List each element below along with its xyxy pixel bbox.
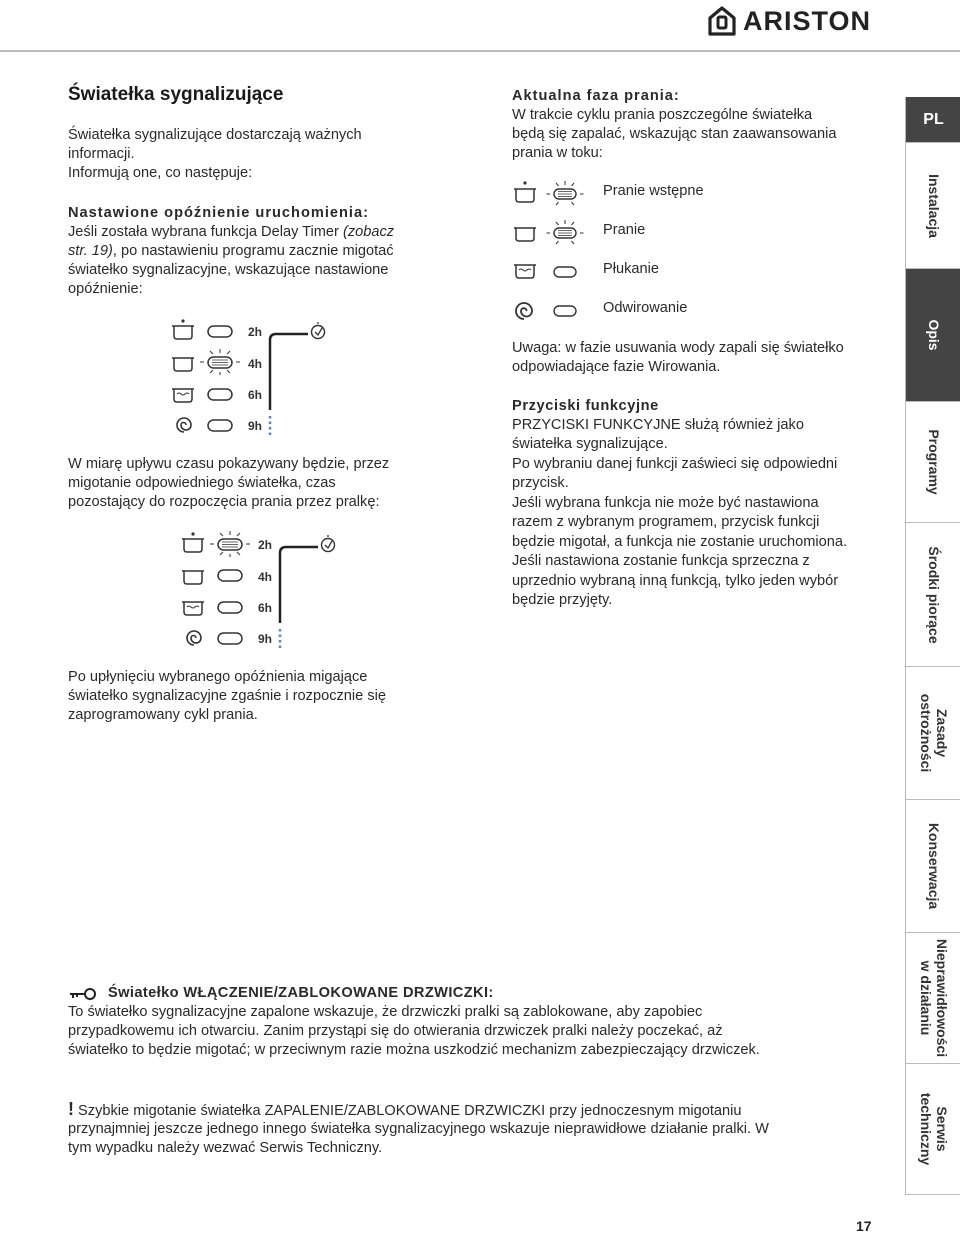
lit-indicator-light	[547, 181, 584, 205]
rinse-tub-icon	[172, 389, 194, 402]
time-label: 2h	[248, 325, 263, 339]
phase-line: W trakcie cyklu prania poszczególne światełka	[512, 107, 813, 123]
delay-diagram-initial	[170, 318, 340, 443]
delay-ref: (zobacz	[342, 224, 395, 240]
note-line: Uwaga: w fazie usuwania wody zapali się światełko	[512, 340, 844, 356]
tab-zasady-ostroznosci[interactable]	[906, 667, 960, 800]
time-line: W miarę upływu czasu pokazywany będzie, przez	[68, 456, 390, 472]
intro-line: Informują one, co następuje:	[68, 165, 253, 181]
end-line: zaprogramowany cykl prania.	[68, 707, 258, 723]
delay-timer-icon	[312, 323, 325, 339]
tab-nieprawidlowosci[interactable]	[906, 933, 960, 1064]
phase-label: Płukanie	[603, 261, 659, 277]
indicator-light	[208, 326, 232, 337]
time-line: migotanie odpowiedniego światełka, czas	[68, 475, 336, 491]
delay-text: , po nastawieniu programu zacznie migotać	[112, 243, 394, 259]
time-label: 4h	[248, 357, 263, 371]
door-line: światełko to będzie migotać; w przeciwnym razie można uszkodzić mechanizm zabezpieczający drzwiczek.	[68, 1042, 760, 1058]
warning-text: Szybkie migotanie światełka ZAPALENIE/ZABLOKOWANE DRZWICZKI przy jednoczesnym migotaniu	[74, 1103, 742, 1119]
function-line: uprzednio wybraną inną funkcją, tylko jeden wybór	[512, 573, 839, 589]
indicator-light	[208, 389, 232, 400]
wash-tub-icon	[172, 358, 194, 371]
phase-row-rinse	[512, 259, 892, 283]
indicator-light	[218, 633, 242, 644]
prewash-tub-icon	[172, 319, 194, 339]
function-heading: Przyciski funkcyjne	[512, 398, 659, 414]
delay-line: opóźnienie:	[68, 281, 143, 297]
warning-line: tym wypadku należy wezwać Serwis Techniczny.	[68, 1140, 383, 1156]
end-line: światełko sygnalizacyjne zgaśnie i rozpocznie się	[68, 688, 386, 704]
time-label: 2h	[258, 538, 273, 552]
tab-language[interactable]	[906, 97, 960, 143]
indicator-light	[218, 602, 242, 613]
tab-label: Zasady ostrożności	[917, 693, 950, 773]
time-line: pozostający do rozpoczęcia prania przez pralkę:	[68, 494, 380, 510]
phase-row-prewash	[512, 181, 892, 205]
phase-line: prania w toku:	[512, 145, 603, 161]
note-line: odpowiadające fazie Wirowania.	[512, 359, 721, 375]
phase-label: Odwirowanie	[603, 300, 688, 316]
time-label: 6h	[258, 601, 273, 615]
timer-bracket	[280, 547, 318, 623]
tab-label: Konserwacja	[925, 822, 942, 910]
time-label: 4h	[258, 570, 273, 584]
tab-instalacja[interactable]	[906, 143, 960, 269]
function-line: Po wybraniu danej funkcji zaświeci się odpowiedni	[512, 456, 838, 472]
delay-text: Jeśli została wybrana funkcja Delay Timer	[68, 224, 343, 240]
rinse-tub-icon	[182, 602, 204, 615]
function-line: światełka sygnalizujące.	[512, 436, 668, 452]
end-line: Po upłynięciu wybranego opóźnienia migające	[68, 669, 368, 685]
prewash-tub-icon	[182, 532, 204, 552]
phase-label: Pranie wstępne	[603, 183, 704, 199]
warning-mark: !	[68, 1099, 74, 1119]
tab-serwis-techniczny[interactable]	[906, 1064, 960, 1195]
blinking-indicator-light	[200, 349, 240, 375]
warning-line	[68, 1100, 741, 1122]
phase-heading: Aktualna faza prania:	[512, 88, 680, 104]
delay-line	[68, 242, 394, 262]
tab-label: Programy	[925, 429, 942, 495]
delay-diagram-countdown	[180, 531, 350, 656]
blinking-indicator-light	[210, 531, 250, 557]
tab-srodki-piorace[interactable]	[906, 523, 960, 667]
spin-icon	[187, 631, 201, 645]
indicator-light	[554, 306, 576, 316]
phase-line: będą się zapalać, wskazując stan zaawansowania	[512, 126, 837, 142]
tab-label: PL	[923, 110, 944, 128]
delay-line	[68, 223, 394, 243]
tab-label: Nieprawidłowości w działaniu	[917, 938, 950, 1058]
tab-programy[interactable]	[906, 402, 960, 523]
delay-line: światełko sygnalizacyjne, wskazujące nastawione	[68, 262, 389, 278]
phase-row-wash	[512, 220, 892, 244]
brand-logo	[708, 4, 871, 38]
header-bar	[0, 0, 960, 52]
time-label: 9h	[248, 419, 263, 433]
function-line: razem z wybranym programem, przycisk funkcji	[512, 514, 820, 530]
page-number: 17	[856, 1218, 872, 1233]
function-line: Jeśli nastawiona zostanie funkcja sprzeczna z	[512, 553, 810, 569]
section-sidebar	[905, 97, 960, 1195]
indicator-light	[554, 267, 576, 277]
wash-tub-icon	[182, 571, 204, 584]
warning-line: przynajmniej jeszcze jednego innego światełka sygnalizacyjnego wskazuje nieprawidłowe działanie pralki. W	[68, 1121, 769, 1137]
spin-icon	[516, 303, 532, 319]
function-line: przycisk.	[512, 475, 569, 491]
delay-ref: str. 19)	[68, 243, 113, 259]
tab-konserwacja[interactable]	[906, 800, 960, 933]
key-icon	[68, 987, 98, 1001]
tab-label: Instalacja	[925, 173, 942, 238]
prewash-tub-icon	[514, 181, 536, 202]
intro-line: informacji.	[68, 146, 135, 162]
door-heading-line	[68, 984, 494, 1004]
tab-label: Opis	[925, 319, 942, 351]
function-line: PRZYCISKI FUNKCYJNE służą również jako	[512, 417, 804, 433]
door-heading: Światełko WŁĄCZENIE/ZABLOKOWANE DRZWICZKI:	[108, 985, 494, 1001]
function-line: będzie migotał, a funkcja nie zostanie uruchomiona.	[512, 534, 848, 550]
time-label: 9h	[258, 632, 273, 646]
function-line: będzie przyjęty.	[512, 592, 613, 608]
function-line: Jeśli wybrana funkcja nie może być nastawiona	[512, 495, 819, 511]
house-logo-icon	[708, 6, 736, 36]
tab-opis[interactable]	[906, 269, 960, 402]
phase-row-spin	[512, 298, 892, 322]
rinse-tub-icon	[514, 265, 536, 278]
door-line: To światełko sygnalizacyjne zapalone wskazuje, że drzwiczki pralki są zablokowane, aby zapobiec	[68, 1004, 703, 1020]
lit-indicator-light	[547, 220, 584, 244]
delay-timer-icon	[322, 536, 335, 552]
wash-tub-icon	[514, 228, 536, 241]
tab-label: Środki piorące	[925, 545, 942, 644]
delay-heading: Nastawione opóźnienie uruchomienia:	[68, 205, 369, 221]
intro-line: Światełka sygnalizujące dostarczają ważnych	[68, 127, 362, 143]
indicator-light	[208, 420, 232, 431]
time-label: 6h	[248, 388, 263, 402]
phase-label: Pranie	[603, 222, 646, 238]
timer-bracket	[270, 334, 308, 410]
section-title: Światełka sygnalizujące	[68, 84, 284, 105]
brand-name: ARISTON	[743, 5, 872, 36]
spin-icon	[177, 418, 191, 432]
indicator-light	[218, 570, 242, 581]
tab-label: Serwis techniczny	[917, 1092, 950, 1166]
door-line: przypadkowemu ich otwarciu. Zanim przystąpi się do otwierania drzwiczek pralki należy poczekać, aż	[68, 1023, 723, 1039]
